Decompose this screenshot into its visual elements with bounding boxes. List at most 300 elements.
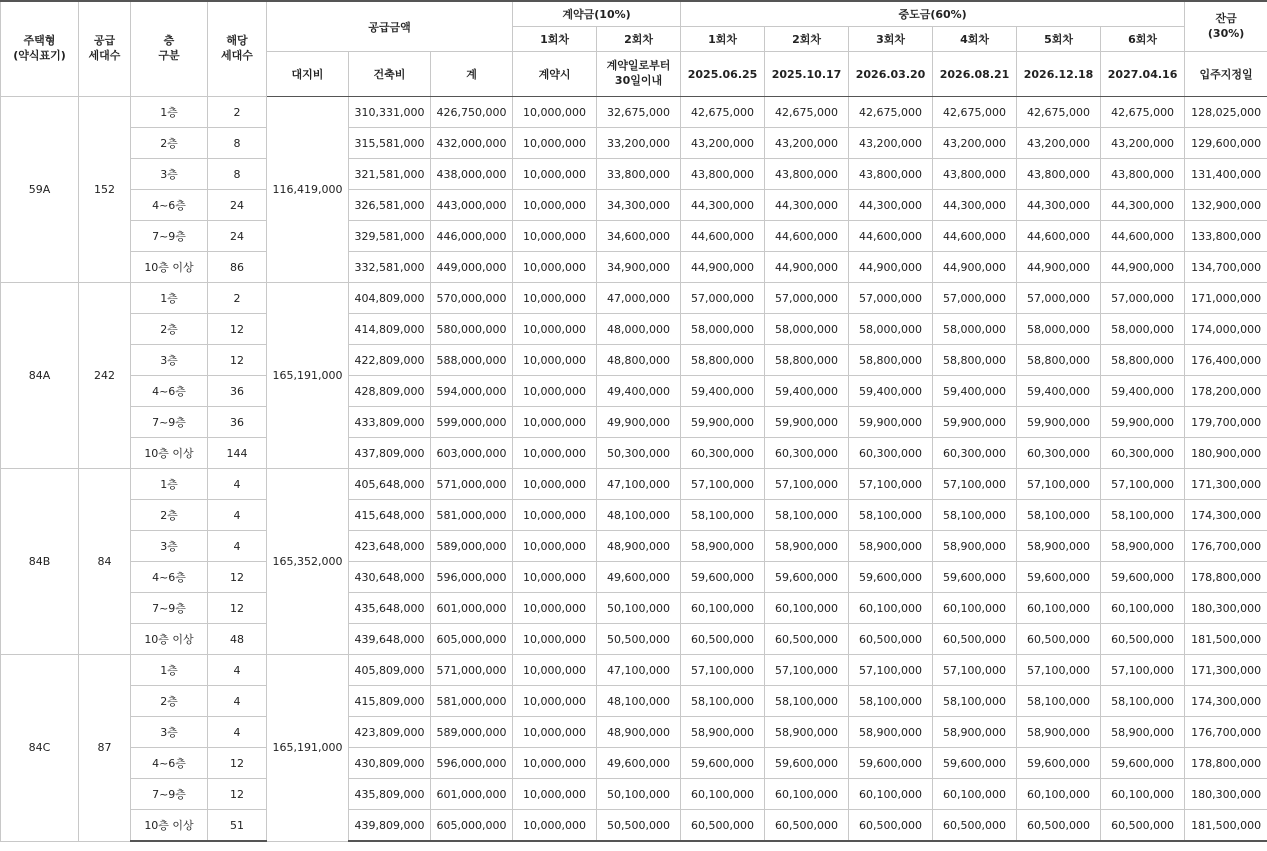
interim-6: 43,200,000 bbox=[1101, 128, 1185, 159]
building-price: 315,581,000 bbox=[349, 128, 431, 159]
total-price: 596,000,000 bbox=[431, 562, 513, 593]
interim-6: 60,300,000 bbox=[1101, 438, 1185, 469]
deposit-1: 10,000,000 bbox=[513, 655, 597, 686]
deposit-2: 48,100,000 bbox=[597, 686, 681, 717]
interim-1: 60,300,000 bbox=[681, 438, 765, 469]
building-price: 405,648,000 bbox=[349, 469, 431, 500]
table-row bbox=[1, 190, 1267, 221]
interim-4: 42,675,000 bbox=[933, 97, 1017, 128]
interim-6: 59,400,000 bbox=[1101, 376, 1185, 407]
interim-4: 44,600,000 bbox=[933, 221, 1017, 252]
building-price: 423,648,000 bbox=[349, 531, 431, 562]
interim-5: 60,100,000 bbox=[1017, 779, 1101, 810]
interim-1: 58,800,000 bbox=[681, 345, 765, 376]
total-price: 588,000,000 bbox=[431, 345, 513, 376]
interim-3: 58,000,000 bbox=[849, 314, 933, 345]
header-total: 계 bbox=[431, 52, 513, 97]
unit-count: 24 bbox=[208, 221, 267, 252]
balance: 128,025,000 bbox=[1185, 97, 1267, 128]
header-interim: 중도금(60%) bbox=[681, 1, 1185, 27]
total-price: 426,750,000 bbox=[431, 97, 513, 128]
house-type: 59A bbox=[1, 97, 79, 283]
interim-4: 58,900,000 bbox=[933, 717, 1017, 748]
interim-5: 59,400,000 bbox=[1017, 376, 1101, 407]
interim-4: 60,100,000 bbox=[933, 779, 1017, 810]
interim-6: 57,100,000 bbox=[1101, 469, 1185, 500]
interim-3: 59,600,000 bbox=[849, 748, 933, 779]
floor-range: 10층 이상 bbox=[131, 810, 208, 842]
deposit-1: 10,000,000 bbox=[513, 407, 597, 438]
balance: 176,700,000 bbox=[1185, 717, 1267, 748]
interim-2: 43,200,000 bbox=[765, 128, 849, 159]
interim-4: 58,100,000 bbox=[933, 686, 1017, 717]
interim-5: 44,300,000 bbox=[1017, 190, 1101, 221]
unit-count: 4 bbox=[208, 531, 267, 562]
interim-5: 60,500,000 bbox=[1017, 810, 1101, 842]
table-row bbox=[1, 376, 1267, 407]
header-date-interim-6: 2027.04.16 bbox=[1101, 52, 1185, 97]
deposit-2: 33,200,000 bbox=[597, 128, 681, 159]
interim-3: 44,300,000 bbox=[849, 190, 933, 221]
balance: 180,300,000 bbox=[1185, 593, 1267, 624]
interim-1: 58,100,000 bbox=[681, 500, 765, 531]
interim-1: 59,600,000 bbox=[681, 748, 765, 779]
unit-count: 12 bbox=[208, 779, 267, 810]
header-interim-round-3: 3회차 bbox=[849, 27, 933, 52]
interim-4: 58,800,000 bbox=[933, 345, 1017, 376]
interim-6: 57,000,000 bbox=[1101, 283, 1185, 314]
interim-5: 58,900,000 bbox=[1017, 717, 1101, 748]
floor-range: 3층 bbox=[131, 717, 208, 748]
floor-range: 3층 bbox=[131, 345, 208, 376]
interim-2: 42,675,000 bbox=[765, 97, 849, 128]
deposit-2: 50,500,000 bbox=[597, 624, 681, 655]
deposit-2: 50,100,000 bbox=[597, 779, 681, 810]
deposit-2: 48,800,000 bbox=[597, 345, 681, 376]
interim-4: 58,000,000 bbox=[933, 314, 1017, 345]
unit-count: 8 bbox=[208, 159, 267, 190]
building-price: 321,581,000 bbox=[349, 159, 431, 190]
header-interim-round-5: 5회차 bbox=[1017, 27, 1101, 52]
floor-range: 3층 bbox=[131, 159, 208, 190]
deposit-1: 10,000,000 bbox=[513, 810, 597, 842]
table-row bbox=[1, 531, 1267, 562]
total-price: 580,000,000 bbox=[431, 314, 513, 345]
building-price: 423,809,000 bbox=[349, 717, 431, 748]
interim-4: 60,100,000 bbox=[933, 593, 1017, 624]
interim-3: 58,100,000 bbox=[849, 686, 933, 717]
total-price: 571,000,000 bbox=[431, 469, 513, 500]
unit-count: 36 bbox=[208, 376, 267, 407]
balance: 180,900,000 bbox=[1185, 438, 1267, 469]
interim-3: 44,600,000 bbox=[849, 221, 933, 252]
interim-6: 44,600,000 bbox=[1101, 221, 1185, 252]
table-body bbox=[1, 97, 1267, 842]
interim-6: 58,900,000 bbox=[1101, 717, 1185, 748]
interim-2: 58,000,000 bbox=[765, 314, 849, 345]
building-price: 415,809,000 bbox=[349, 686, 431, 717]
balance: 179,700,000 bbox=[1185, 407, 1267, 438]
interim-2: 58,900,000 bbox=[765, 531, 849, 562]
table-row bbox=[1, 407, 1267, 438]
total-price: 599,000,000 bbox=[431, 407, 513, 438]
balance: 174,300,000 bbox=[1185, 686, 1267, 717]
interim-2: 59,600,000 bbox=[765, 562, 849, 593]
interim-5: 57,000,000 bbox=[1017, 283, 1101, 314]
interim-3: 57,100,000 bbox=[849, 469, 933, 500]
building-price: 430,648,000 bbox=[349, 562, 431, 593]
interim-5: 43,800,000 bbox=[1017, 159, 1101, 190]
land-price: 165,191,000 bbox=[267, 283, 349, 469]
deposit-2: 49,600,000 bbox=[597, 562, 681, 593]
table-row bbox=[1, 221, 1267, 252]
building-price: 310,331,000 bbox=[349, 97, 431, 128]
balance: 131,400,000 bbox=[1185, 159, 1267, 190]
floor-range: 1층 bbox=[131, 97, 208, 128]
interim-6: 60,500,000 bbox=[1101, 810, 1185, 842]
deposit-1: 10,000,000 bbox=[513, 128, 597, 159]
land-price: 165,352,000 bbox=[267, 469, 349, 655]
building-price: 326,581,000 bbox=[349, 190, 431, 221]
balance: 178,800,000 bbox=[1185, 562, 1267, 593]
deposit-1: 10,000,000 bbox=[513, 717, 597, 748]
deposit-1: 10,000,000 bbox=[513, 376, 597, 407]
floor-range: 1층 bbox=[131, 655, 208, 686]
interim-6: 58,100,000 bbox=[1101, 500, 1185, 531]
interim-4: 58,900,000 bbox=[933, 531, 1017, 562]
table-row bbox=[1, 593, 1267, 624]
land-price: 165,191,000 bbox=[267, 655, 349, 842]
interim-6: 59,600,000 bbox=[1101, 562, 1185, 593]
interim-3: 59,600,000 bbox=[849, 562, 933, 593]
floor-range: 2층 bbox=[131, 314, 208, 345]
unit-count: 48 bbox=[208, 624, 267, 655]
interim-2: 58,100,000 bbox=[765, 500, 849, 531]
interim-3: 57,000,000 bbox=[849, 283, 933, 314]
interim-2: 59,900,000 bbox=[765, 407, 849, 438]
building-price: 404,809,000 bbox=[349, 283, 431, 314]
interim-2: 57,100,000 bbox=[765, 655, 849, 686]
total-price: 571,000,000 bbox=[431, 655, 513, 686]
interim-4: 57,100,000 bbox=[933, 469, 1017, 500]
interim-5: 59,600,000 bbox=[1017, 748, 1101, 779]
header-land: 대지비 bbox=[267, 52, 349, 97]
interim-5: 58,100,000 bbox=[1017, 500, 1101, 531]
interim-2: 57,000,000 bbox=[765, 283, 849, 314]
total-price: 449,000,000 bbox=[431, 252, 513, 283]
interim-5: 57,100,000 bbox=[1017, 655, 1101, 686]
table-row bbox=[1, 283, 1267, 314]
interim-2: 44,300,000 bbox=[765, 190, 849, 221]
interim-6: 43,800,000 bbox=[1101, 159, 1185, 190]
total-price: 596,000,000 bbox=[431, 748, 513, 779]
balance: 171,000,000 bbox=[1185, 283, 1267, 314]
interim-6: 58,900,000 bbox=[1101, 531, 1185, 562]
header-date-interim-4: 2026.08.21 bbox=[933, 52, 1017, 97]
interim-4: 59,900,000 bbox=[933, 407, 1017, 438]
total-price: 589,000,000 bbox=[431, 531, 513, 562]
interim-4: 57,100,000 bbox=[933, 655, 1017, 686]
building-price: 332,581,000 bbox=[349, 252, 431, 283]
interim-4: 59,600,000 bbox=[933, 562, 1017, 593]
balance: 174,000,000 bbox=[1185, 314, 1267, 345]
supply-units: 152 bbox=[79, 97, 131, 283]
table-row bbox=[1, 500, 1267, 531]
floor-range: 1층 bbox=[131, 469, 208, 500]
header-date-balance: 입주지정일 bbox=[1185, 52, 1267, 97]
interim-5: 59,900,000 bbox=[1017, 407, 1101, 438]
unit-count: 4 bbox=[208, 717, 267, 748]
interim-2: 58,800,000 bbox=[765, 345, 849, 376]
interim-1: 58,900,000 bbox=[681, 717, 765, 748]
floor-range: 4~6층 bbox=[131, 190, 208, 221]
interim-1: 59,900,000 bbox=[681, 407, 765, 438]
interim-5: 58,800,000 bbox=[1017, 345, 1101, 376]
unit-count: 12 bbox=[208, 562, 267, 593]
unit-count: 144 bbox=[208, 438, 267, 469]
table-row bbox=[1, 438, 1267, 469]
header-interim-round-6: 6회차 bbox=[1101, 27, 1185, 52]
interim-5: 60,100,000 bbox=[1017, 593, 1101, 624]
deposit-1: 10,000,000 bbox=[513, 624, 597, 655]
unit-count: 4 bbox=[208, 686, 267, 717]
balance: 171,300,000 bbox=[1185, 655, 1267, 686]
deposit-2: 34,900,000 bbox=[597, 252, 681, 283]
supply-units: 242 bbox=[79, 283, 131, 469]
interim-4: 58,100,000 bbox=[933, 500, 1017, 531]
interim-5: 43,200,000 bbox=[1017, 128, 1101, 159]
interim-1: 58,000,000 bbox=[681, 314, 765, 345]
building-price: 329,581,000 bbox=[349, 221, 431, 252]
interim-1: 59,400,000 bbox=[681, 376, 765, 407]
interim-4: 44,900,000 bbox=[933, 252, 1017, 283]
unit-count: 12 bbox=[208, 345, 267, 376]
interim-3: 59,900,000 bbox=[849, 407, 933, 438]
unit-count: 36 bbox=[208, 407, 267, 438]
interim-3: 58,800,000 bbox=[849, 345, 933, 376]
deposit-1: 10,000,000 bbox=[513, 469, 597, 500]
header-date-deposit-1: 계약시 bbox=[513, 52, 597, 97]
interim-1: 57,100,000 bbox=[681, 655, 765, 686]
deposit-1: 10,000,000 bbox=[513, 252, 597, 283]
total-price: 605,000,000 bbox=[431, 624, 513, 655]
header-building: 건축비 bbox=[349, 52, 431, 97]
interim-6: 59,600,000 bbox=[1101, 748, 1185, 779]
interim-4: 60,500,000 bbox=[933, 624, 1017, 655]
supply-units: 84 bbox=[79, 469, 131, 655]
unit-count: 12 bbox=[208, 748, 267, 779]
table-row bbox=[1, 128, 1267, 159]
header-date-deposit-2: 계약일로부터 30일이내 bbox=[597, 52, 681, 97]
header-supply-price: 공급금액 bbox=[267, 1, 513, 52]
supply-units: 87 bbox=[79, 655, 131, 842]
total-price: 603,000,000 bbox=[431, 438, 513, 469]
building-price: 439,648,000 bbox=[349, 624, 431, 655]
interim-4: 60,300,000 bbox=[933, 438, 1017, 469]
interim-3: 42,675,000 bbox=[849, 97, 933, 128]
building-price: 414,809,000 bbox=[349, 314, 431, 345]
interim-3: 58,900,000 bbox=[849, 531, 933, 562]
interim-3: 58,900,000 bbox=[849, 717, 933, 748]
interim-4: 60,500,000 bbox=[933, 810, 1017, 842]
interim-3: 60,100,000 bbox=[849, 779, 933, 810]
header-floor: 층 구분 bbox=[131, 1, 208, 97]
table-row bbox=[1, 345, 1267, 376]
table-header bbox=[1, 1, 1267, 97]
interim-4: 59,400,000 bbox=[933, 376, 1017, 407]
interim-2: 59,600,000 bbox=[765, 748, 849, 779]
table-row bbox=[1, 748, 1267, 779]
total-price: 443,000,000 bbox=[431, 190, 513, 221]
total-price: 432,000,000 bbox=[431, 128, 513, 159]
deposit-1: 10,000,000 bbox=[513, 562, 597, 593]
interim-2: 60,300,000 bbox=[765, 438, 849, 469]
interim-1: 44,300,000 bbox=[681, 190, 765, 221]
unit-count: 8 bbox=[208, 128, 267, 159]
building-price: 430,809,000 bbox=[349, 748, 431, 779]
floor-range: 7~9층 bbox=[131, 407, 208, 438]
header-deposit-round-2: 2회차 bbox=[597, 27, 681, 52]
interim-1: 60,100,000 bbox=[681, 779, 765, 810]
interim-2: 57,100,000 bbox=[765, 469, 849, 500]
deposit-1: 10,000,000 bbox=[513, 748, 597, 779]
interim-1: 42,675,000 bbox=[681, 97, 765, 128]
floor-range: 2층 bbox=[131, 686, 208, 717]
header-type: 주택형 (약식표기) bbox=[1, 1, 79, 97]
table-row bbox=[1, 686, 1267, 717]
interim-6: 44,300,000 bbox=[1101, 190, 1185, 221]
floor-range: 3층 bbox=[131, 531, 208, 562]
interim-2: 44,900,000 bbox=[765, 252, 849, 283]
interim-1: 44,600,000 bbox=[681, 221, 765, 252]
table-row bbox=[1, 562, 1267, 593]
unit-count: 86 bbox=[208, 252, 267, 283]
table-row bbox=[1, 655, 1267, 686]
interim-2: 43,800,000 bbox=[765, 159, 849, 190]
interim-1: 60,500,000 bbox=[681, 624, 765, 655]
floor-range: 4~6층 bbox=[131, 376, 208, 407]
deposit-1: 10,000,000 bbox=[513, 221, 597, 252]
deposit-2: 50,100,000 bbox=[597, 593, 681, 624]
floor-range: 1층 bbox=[131, 283, 208, 314]
deposit-1: 10,000,000 bbox=[513, 345, 597, 376]
deposit-2: 48,100,000 bbox=[597, 500, 681, 531]
interim-5: 60,300,000 bbox=[1017, 438, 1101, 469]
balance: 181,500,000 bbox=[1185, 624, 1267, 655]
interim-1: 43,200,000 bbox=[681, 128, 765, 159]
house-type: 84C bbox=[1, 655, 79, 842]
interim-5: 58,100,000 bbox=[1017, 686, 1101, 717]
interim-3: 60,100,000 bbox=[849, 593, 933, 624]
house-type: 84B bbox=[1, 469, 79, 655]
balance: 180,300,000 bbox=[1185, 779, 1267, 810]
interim-2: 44,600,000 bbox=[765, 221, 849, 252]
deposit-2: 48,000,000 bbox=[597, 314, 681, 345]
header-units: 해당 세대수 bbox=[208, 1, 267, 97]
interim-6: 58,100,000 bbox=[1101, 686, 1185, 717]
floor-range: 10층 이상 bbox=[131, 438, 208, 469]
interim-6: 58,800,000 bbox=[1101, 345, 1185, 376]
header-deposit-round-1: 1회차 bbox=[513, 27, 597, 52]
floor-range: 7~9층 bbox=[131, 593, 208, 624]
deposit-1: 10,000,000 bbox=[513, 314, 597, 345]
interim-5: 58,900,000 bbox=[1017, 531, 1101, 562]
interim-6: 60,100,000 bbox=[1101, 593, 1185, 624]
table-row bbox=[1, 779, 1267, 810]
interim-2: 60,100,000 bbox=[765, 593, 849, 624]
interim-3: 44,900,000 bbox=[849, 252, 933, 283]
interim-5: 44,900,000 bbox=[1017, 252, 1101, 283]
unit-count: 12 bbox=[208, 314, 267, 345]
deposit-2: 34,600,000 bbox=[597, 221, 681, 252]
balance: 171,300,000 bbox=[1185, 469, 1267, 500]
interim-1: 58,100,000 bbox=[681, 686, 765, 717]
building-price: 422,809,000 bbox=[349, 345, 431, 376]
interim-1: 58,900,000 bbox=[681, 531, 765, 562]
floor-range: 7~9층 bbox=[131, 779, 208, 810]
unit-count: 2 bbox=[208, 97, 267, 128]
header-date-interim-2: 2025.10.17 bbox=[765, 52, 849, 97]
interim-2: 58,100,000 bbox=[765, 686, 849, 717]
table-row bbox=[1, 314, 1267, 345]
interim-5: 60,500,000 bbox=[1017, 624, 1101, 655]
interim-5: 57,100,000 bbox=[1017, 469, 1101, 500]
interim-4: 43,200,000 bbox=[933, 128, 1017, 159]
floor-range: 4~6층 bbox=[131, 562, 208, 593]
unit-count: 24 bbox=[208, 190, 267, 221]
deposit-2: 50,500,000 bbox=[597, 810, 681, 842]
balance: 176,700,000 bbox=[1185, 531, 1267, 562]
deposit-1: 10,000,000 bbox=[513, 438, 597, 469]
interim-4: 44,300,000 bbox=[933, 190, 1017, 221]
interim-5: 44,600,000 bbox=[1017, 221, 1101, 252]
unit-count: 12 bbox=[208, 593, 267, 624]
balance: 134,700,000 bbox=[1185, 252, 1267, 283]
deposit-1: 10,000,000 bbox=[513, 283, 597, 314]
building-price: 433,809,000 bbox=[349, 407, 431, 438]
table-row bbox=[1, 159, 1267, 190]
header-date-interim-3: 2026.03.20 bbox=[849, 52, 933, 97]
unit-count: 4 bbox=[208, 500, 267, 531]
deposit-2: 47,000,000 bbox=[597, 283, 681, 314]
floor-range: 4~6층 bbox=[131, 748, 208, 779]
deposit-1: 10,000,000 bbox=[513, 500, 597, 531]
header-interim-round-1: 1회차 bbox=[681, 27, 765, 52]
interim-1: 57,000,000 bbox=[681, 283, 765, 314]
total-price: 594,000,000 bbox=[431, 376, 513, 407]
header-balance: 잔금 (30%) bbox=[1185, 1, 1267, 52]
interim-6: 60,100,000 bbox=[1101, 779, 1185, 810]
deposit-2: 49,900,000 bbox=[597, 407, 681, 438]
floor-range: 7~9층 bbox=[131, 221, 208, 252]
table-row bbox=[1, 624, 1267, 655]
balance: 133,800,000 bbox=[1185, 221, 1267, 252]
deposit-2: 48,900,000 bbox=[597, 717, 681, 748]
deposit-2: 49,400,000 bbox=[597, 376, 681, 407]
deposit-1: 10,000,000 bbox=[513, 97, 597, 128]
interim-3: 60,500,000 bbox=[849, 624, 933, 655]
floor-range: 2층 bbox=[131, 500, 208, 531]
deposit-1: 10,000,000 bbox=[513, 686, 597, 717]
total-price: 570,000,000 bbox=[431, 283, 513, 314]
interim-2: 58,900,000 bbox=[765, 717, 849, 748]
deposit-1: 10,000,000 bbox=[513, 593, 597, 624]
interim-6: 60,500,000 bbox=[1101, 624, 1185, 655]
deposit-2: 34,300,000 bbox=[597, 190, 681, 221]
balance: 178,800,000 bbox=[1185, 748, 1267, 779]
deposit-1: 10,000,000 bbox=[513, 779, 597, 810]
deposit-2: 48,900,000 bbox=[597, 531, 681, 562]
